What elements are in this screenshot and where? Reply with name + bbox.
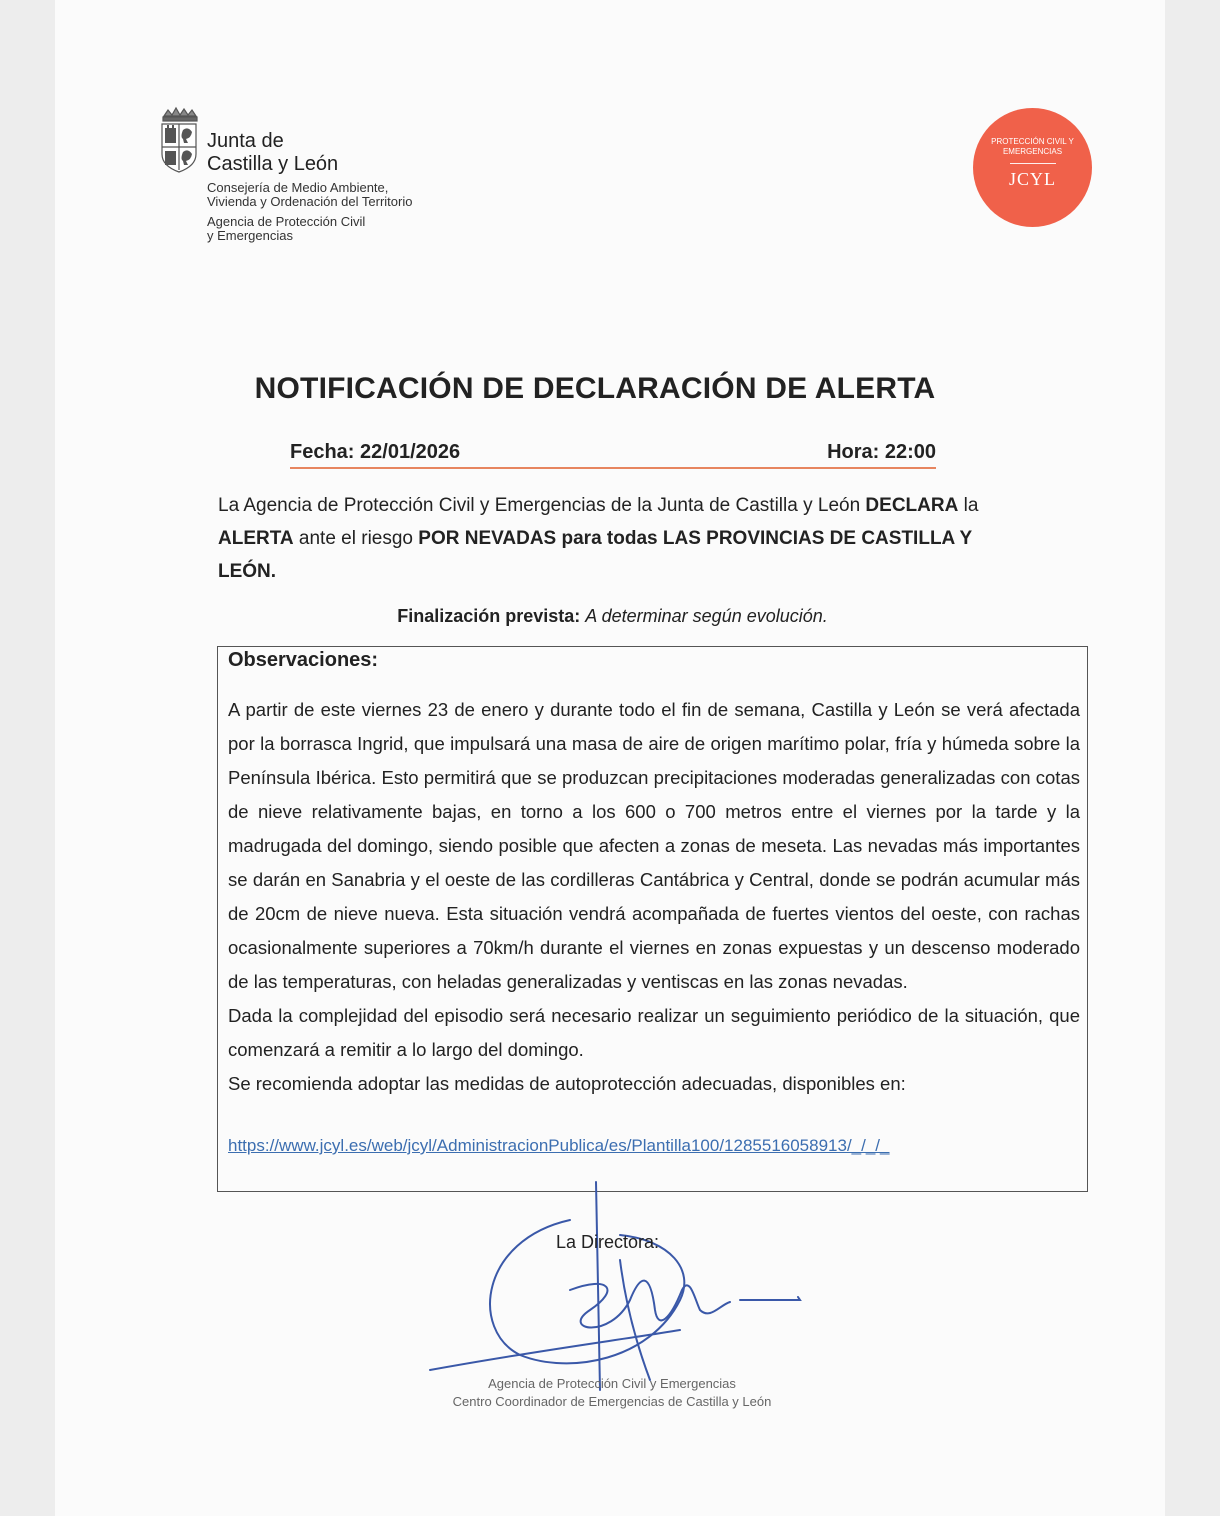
seal-bottom-text: JCYL [1008,169,1056,189]
intro-alerta: ALERTA [218,528,294,549]
consejeria-line1: Consejería de Medio Ambiente, [207,180,389,195]
consejeria-line2: Vivienda y Ordenación del Territorio [207,194,413,209]
observaciones-title: Observaciones: [228,649,379,671]
autoproteccion-link[interactable]: https://www.jcyl.es/web/jcyl/AdministracionPublica/es/Plantilla100/1285516058913/_/_/_ [228,1136,890,1155]
hora: Hora: 22:00 [827,441,936,463]
finalizacion-prevista [0,606,1220,627]
declaration-paragraph [218,489,1018,588]
proteccion-civil-seal [973,108,1092,227]
coat-of-arms-icon [156,106,202,176]
seal-top-text: PROTECCIÓN CIVIL Y EMERGENCIAS [991,137,1074,156]
agencia-line2: y Emergencias [207,228,293,243]
observaciones-box [217,646,1088,1192]
date-time-row [290,441,936,469]
finalizacion-label: Finalización prevista: [397,606,581,626]
observaciones-body: A partir de este viernes 23 de enero y durante todo el fin de semana, Castilla y León se verá afectada por la borrasca Ingrid, que impulsará una masa de aire de origen marítimo polar, fría y húmeda sobre la Península Ibérica. Esto permitirá que se produzcan precipitaciones moderadas generalizadas con cotas de nieve relativamente bajas, en torno a los 600 o 700 metros entre el viernes por la tarde y la madrugada del domingo, siendo posible que afecten a zonas de meseta. Las nevadas más importantes se darán en Sanabria y el oeste de las cordilleras Cantábrica y Central, donde se podrán acumular más de 20cm de nieve nueva. Esta situación vendrá acompañada de fuertes vientos del oeste, con rachas ocasionalmente superiores a 70km/h durante el viernes en zonas expuestas y un descenso moderado de las temperaturas, con heladas generalizadas y ventiscas en las zonas nevadas. [228,699,1080,992]
signature-org-line1: Agencia de Protección Civil y Emergencias [488,1376,736,1391]
signature-label: La Directora: [556,1232,660,1252]
observaciones-text [228,693,1080,1101]
org-name-line1: Junta de [207,130,284,152]
consejeria-name [207,181,412,209]
intro-risk: POR NEVADAS para todas LAS PROVINCIAS DE CASTILLA Y LEÓN. [218,528,972,582]
seal-divider [1010,163,1056,164]
signature-organization [410,1375,814,1411]
agencia-name [207,215,365,243]
org-name-line2: Castilla y León [207,153,339,175]
observaciones-body2: Dada la complejidad del episodio será necesario realizar un seguimiento periódico de la situación, que comenzará a remitir a lo largo del domingo. [228,1005,1080,1060]
signature-org-line2: Centro Coordinador de Emergencias de Castilla y León [452,1394,772,1409]
agencia-line1: Agencia de Protección Civil [207,214,366,229]
intro-declara: DECLARA [865,495,959,516]
intro-text-2: la [958,495,979,516]
fecha: Fecha: 22/01/2026 [290,441,461,463]
intro-text-3: ante el riesgo [293,528,419,549]
organization-name [207,130,338,176]
finalizacion-value: A determinar según evolución. [585,606,828,626]
intro-text-1: La Agencia de Protección Civil y Emergencias de la Junta de Castilla y León [218,495,866,516]
document-title: NOTIFICACIÓN DE DECLARACIÓN DE ALERTA [254,372,936,405]
observaciones-body3: Se recomienda adoptar las medidas de autoprotección adecuadas, disponibles en: [228,1073,906,1094]
handwritten-signature [420,1180,820,1400]
